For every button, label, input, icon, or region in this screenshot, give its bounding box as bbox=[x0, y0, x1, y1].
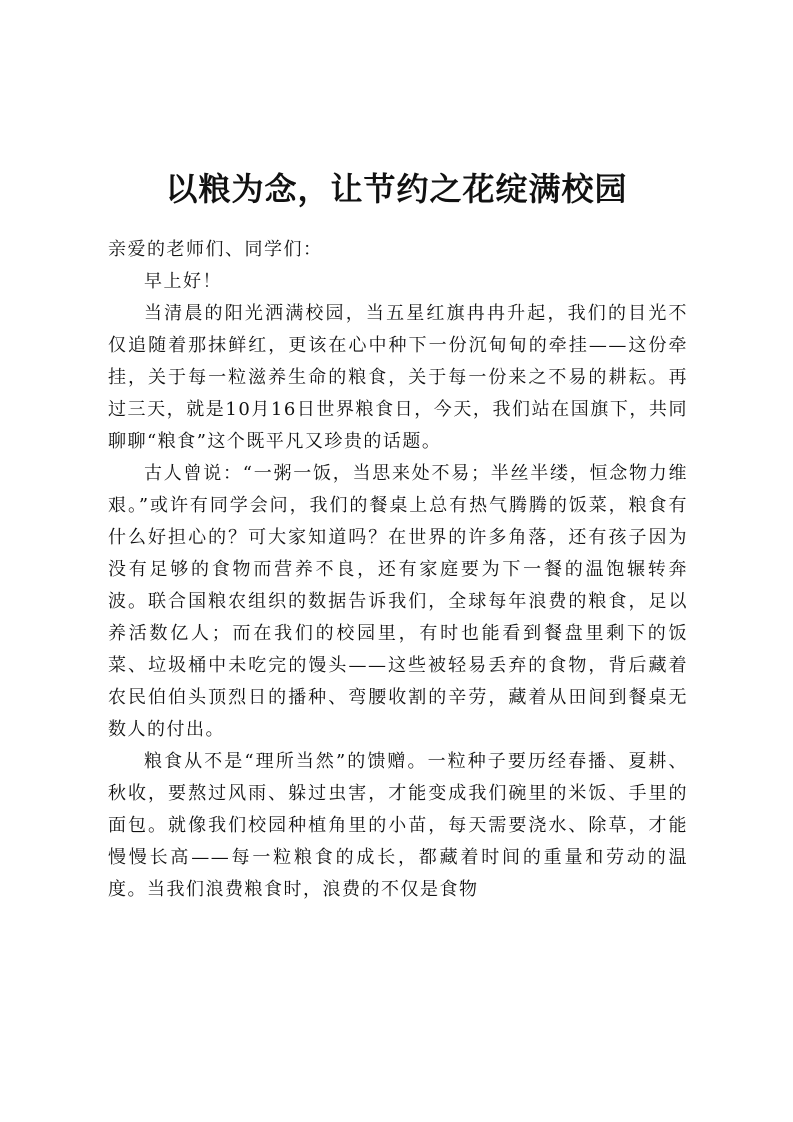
document-title: 以粮为念，让节约之花绽满校园 bbox=[165, 170, 628, 209]
paragraph: 当清晨的阳光洒满校园，当五星红旗冉冉升起，我们的目光不仅追随着那抹鲜红，更该在心中种下一份沉甸甸的牵挂——这份牵挂，关于每一粒滋养生命的粮食，关于每一份来之不易的耕耘。再过三天，就是10月16日世界粮食日，今天，我们站在国旗下，共同聊聊“粮食”这个既平凡又珍贵的话题。 bbox=[108, 303, 688, 452]
paragraph: 古人曾说：“一粥一饭，当思来处不易；半丝半缕，恒念物力维艰。”或许有同学会问，我们的餐桌上总有热气腾腾的饭菜，粮食有什么好担心的？可大家知道吗？在世界的许多角落，还有孩子因为没有足够的食物而营养不良，还有家庭要为下一餐的温饱辗转奔波。联合国粮农组织的数据告诉我们，全球每年浪费的粮食，足以养活数亿人；而在我们的校园里，有时也能看到餐盘里剩下的饭菜、垃圾桶中未吃完的馒头——这些被轻易丢弃的食物，背后藏着农民伯伯头顶烈日的播种、弯腰收割的辛劳，藏着从田间到餐桌无数人的付出。 bbox=[108, 463, 688, 740]
salutation: 亲爱的老师们、同学们： bbox=[108, 239, 323, 260]
greeting: 早上好！ bbox=[144, 271, 222, 292]
document-body bbox=[108, 234, 688, 906]
paragraph: 粮食从不是“理所当然”的馈赠。一粒种子要历经春播、夏耕、秋收，要熬过风雨、躲过虫害，才能变成我们碗里的米饭、手里的面包。就像我们校园种植角里的小苗，每天需要浇水、除草，才能慢慢长高——每一粒粮食的成长，都藏着时间的重量和劳动的温度。当我们浪费粮食时，浪费的不仅是食物 bbox=[108, 751, 688, 900]
